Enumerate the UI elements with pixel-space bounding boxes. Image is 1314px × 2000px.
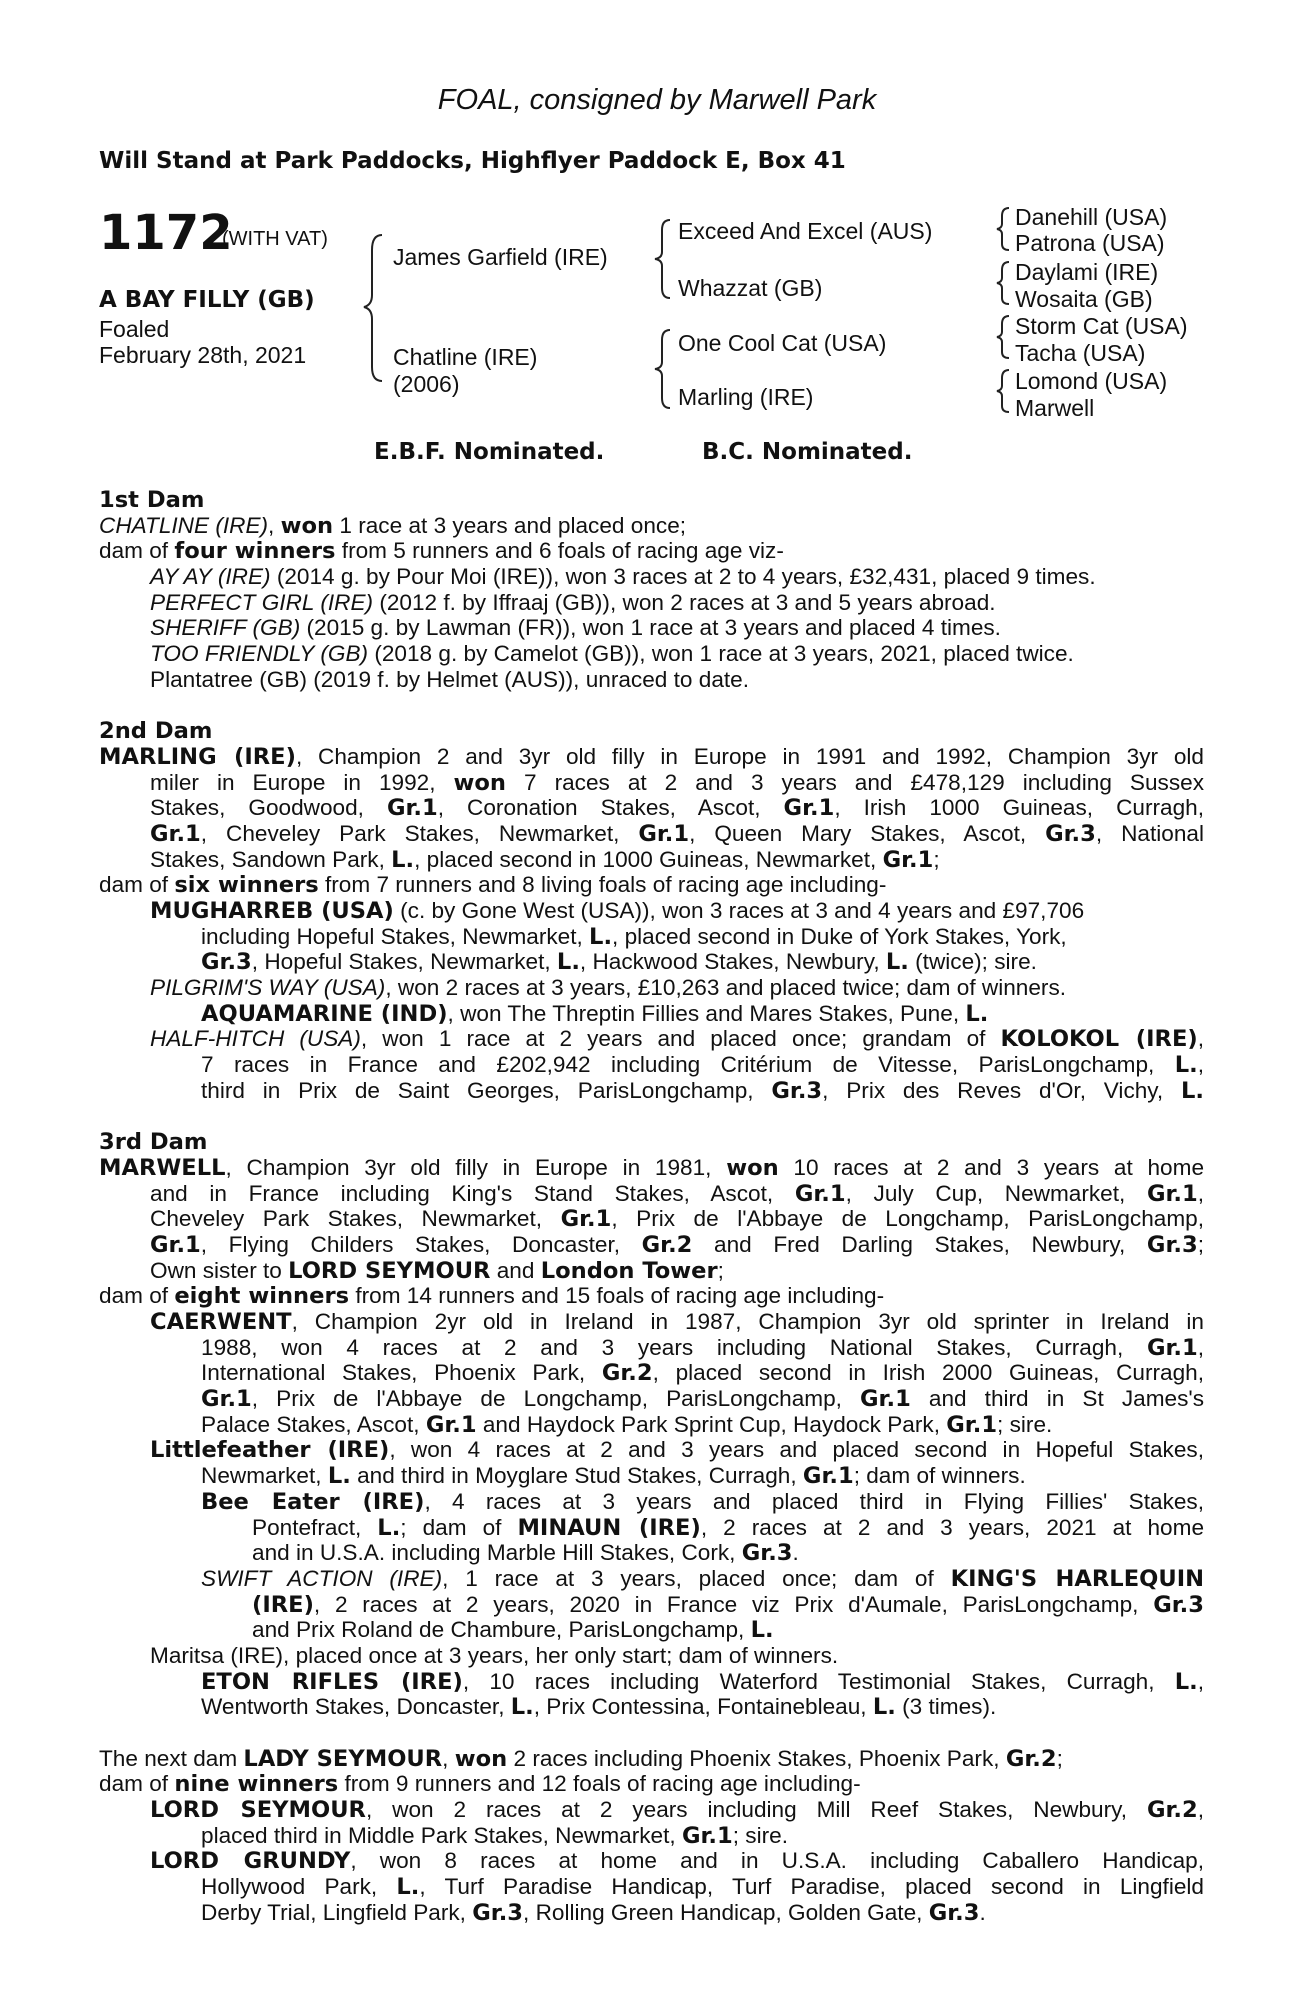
lot-number: 1172 (99, 205, 233, 261)
record-line: miler in Europe in 1992, won 7 races at 2 and 3 years and £478,129 including Sussex (150, 769, 1204, 796)
record-line: Derby Trial, Lingfield Park, Gr.3, Rolling Green Handicap, Golden Gate, Gr.3. (201, 1899, 986, 1926)
record-line: Gr.1, Prix de l'Abbaye de Longchamp, ParisLongchamp, Gr.1 and third in St James's (201, 1386, 1204, 1412)
record-line: PERFECT GIRL (IRE) (2012 f. by Iffraaj (GB)), won 2 races at 3 and 5 years abroad. (150, 589, 996, 615)
record-line: (IRE), 2 races at 2 years, 2020 in France viz Prix d'Aumale, ParisLongchamp, Gr.3 (252, 1591, 1204, 1618)
section-gap (99, 1720, 1204, 1746)
pedigree-sire-dam: Whazzat (GB) (678, 275, 823, 301)
record-line: SWIFT ACTION (IRE), 1 race at 3 years, placed once; dam of KING'S HARLEQUIN (201, 1565, 1204, 1592)
record-line: 3rd Dam (99, 1129, 208, 1156)
produce-record (99, 487, 1204, 1926)
pedigree-brace-main (360, 195, 390, 395)
record-line: Wentworth Stakes, Doncaster, L., Prix Contessina, Fontainebleau, L. (3 times). (201, 1694, 997, 1721)
record-line: Maritsa (IRE), placed once at 3 years, her only start; dam of winners. (150, 1642, 839, 1668)
record-line: 2nd Dam (99, 718, 213, 745)
record-line: PILGRIM'S WAY (USA), won 2 races at 3 years, £10,263 and placed twice; dam of winners. (150, 975, 1067, 1001)
record-line: AY AY (IRE) (2014 g. by Pour Moi (IRE)), won 3 races at 2 to 4 years, £32,431, placed 9 times. (150, 564, 1096, 590)
record-line: MUGHARREB (USA) (c. by Gone West (USA)), won 3 races at 3 and 4 years and £97,706 (150, 898, 1085, 924)
record-line: Own sister to LORD SEYMOUR and London Tower; (150, 1257, 724, 1284)
record-line: Plantatree (GB) (2019 f. by Helmet (AUS)), unraced to date. (150, 666, 749, 692)
pedigree-g4: Wosaita (GB) (1015, 286, 1153, 312)
record-line: dam of eight winners from 14 runners and 15 foals of racing age including- (99, 1283, 885, 1310)
record-line: Littlefeather (IRE), won 4 races at 2 and 3 years and placed second in Hopeful Stakes, (150, 1437, 1204, 1464)
pedigree-g1: Danehill (USA) (1015, 204, 1168, 230)
section-gap (99, 693, 1204, 719)
record-line: Pontefract, L.; dam of MINAUN (IRE), 2 races at 2 and 3 years, 2021 at home (252, 1514, 1204, 1541)
consignment-heading: FOAL, consigned by Marwell Park (437, 84, 877, 116)
record-line: 1988, won 4 races at 2 and 3 years including National Stakes, Curragh, Gr.1, (201, 1334, 1204, 1361)
pedigree-g7: Lomond (USA) (1015, 368, 1168, 394)
pedigree-g8: Marwell (1015, 395, 1095, 421)
pedigree-sire: James Garfield (IRE) (393, 244, 608, 270)
record-line: Gr.3, Hopeful Stakes, Newmarket, L., Hackwood Stakes, Newbury, L. (twice); sire. (201, 949, 1037, 976)
pedigree-dam: Chatline (IRE) (393, 344, 538, 370)
record-line: 1st Dam (99, 487, 205, 513)
record-line: dam of nine winners from 9 runners and 12 foals of racing age including- (99, 1771, 861, 1798)
record-line: International Stakes, Phoenix Park, Gr.2, placed second in Irish 2000 Guineas, Curragh, (201, 1360, 1204, 1387)
pedigree-g2: Patrona (USA) (1015, 230, 1165, 256)
pedigree-g6: Tacha (USA) (1015, 340, 1146, 366)
record-line: TOO FRIENDLY (GB) (2018 g. by Camelot (GB)), won 1 race at 3 years, 2021, placed twice. (150, 641, 1074, 667)
record-line: Cheveley Park Stakes, Newmarket, Gr.1, Prix de l'Abbaye de Longchamp, ParisLongchamp, (150, 1206, 1204, 1232)
record-line: Bee Eater (IRE), 4 races at 3 years and placed third in Flying Fillies' Stakes, (201, 1488, 1204, 1515)
record-line: dam of four winners from 5 runners and 6 foals of racing age viz- (99, 538, 784, 565)
pedigree-dam-sire: One Cool Cat (USA) (678, 330, 887, 356)
record-line: Hollywood Park, L., Turf Paradise Handicap, Turf Paradise, placed second in Lingfield (201, 1874, 1204, 1900)
record-line: and in U.S.A. including Marble Hill Stakes, Cork, Gr.3. (252, 1540, 799, 1567)
pedigree-g3: Daylami (IRE) (1015, 259, 1159, 285)
ebf-nomination: E.B.F. Nominated. (374, 439, 605, 465)
record-line: SHERIFF (GB) (2015 g. by Lawman (FR)), won 1 race at 3 years and placed 4 times. (150, 615, 1001, 641)
vat-label: (WITH VAT) (222, 228, 328, 250)
record-line: dam of six winners from 7 runners and 8 living foals of racing age including- (99, 872, 887, 899)
record-line: ETON RIFLES (IRE), 10 races including Waterford Testimonial Stakes, Curragh, L., (201, 1668, 1204, 1695)
record-line: HALF-HITCH (USA), won 1 race at 2 years and placed once; grandam of KOLOKOL (IRE), (150, 1026, 1204, 1053)
record-line: CHATLINE (IRE), won 1 race at 3 years and placed once; (99, 512, 687, 539)
record-line: Newmarket, L. and third in Moyglare Stud Stakes, Curragh, Gr.1; dam of winners. (201, 1463, 1026, 1490)
pedigree-sire-sire: Exceed And Excel (AUS) (678, 218, 933, 244)
pedigree-brace-sire (652, 216, 674, 302)
foaled-label: Foaled (99, 316, 170, 342)
record-line: MARWELL, Champion 3yr old filly in Europe in 1981, won 10 races at 2 and 3 years at home (99, 1154, 1204, 1181)
pedigree-dam-year: (2006) (393, 371, 460, 397)
pedigree-braces-grand (994, 204, 1012, 419)
record-line: Stakes, Sandown Park, L., placed second in 1000 Guineas, Newmarket, Gr.1; (150, 846, 940, 873)
lot-name: A BAY FILLY (GB) (99, 287, 315, 313)
record-line: LORD GRUNDY, won 8 races at home and in U.S.A. including Caballero Handicap, (150, 1848, 1204, 1875)
stable-location: Will Stand at Park Paddocks, Highflyer Paddock E, Box 41 (99, 148, 846, 174)
record-line: The next dam LADY SEYMOUR, won 2 races including Phoenix Stakes, Phoenix Park, Gr.2; (99, 1745, 1063, 1772)
record-line: placed third in Middle Park Stakes, Newmarket, Gr.1; sire. (201, 1822, 788, 1849)
pedigree-brace-dam (652, 326, 674, 412)
record-line: Stakes, Goodwood, Gr.1, Coronation Stakes, Ascot, Gr.1, Irish 1000 Guineas, Curragh, (150, 795, 1204, 821)
pedigree-dam-dam: Marling (IRE) (678, 384, 814, 410)
record-line: and in France including King's Stand Stakes, Ascot, Gr.1, July Cup, Newmarket, Gr.1, (150, 1180, 1204, 1207)
record-line: MARLING (IRE), Champion 2 and 3yr old filly in Europe in 1991 and 1992, Champion 3yr old (99, 743, 1204, 770)
foaled-date: February 28th, 2021 (99, 342, 307, 368)
record-line: Gr.1, Cheveley Park Stakes, Newmarket, Gr.1, Queen Mary Stakes, Ascot, Gr.3, National (150, 820, 1204, 847)
record-line: and Prix Roland de Chambure, ParisLongchamp, L. (252, 1617, 774, 1644)
record-line: AQUAMARINE (IND), won The Threptin Fillies and Mares Stakes, Pune, L. (201, 1000, 989, 1027)
section-gap (99, 1104, 1204, 1130)
record-line: third in Prix de Saint Georges, ParisLongchamp, Gr.3, Prix des Reves d'Or, Vichy, L. (201, 1077, 1204, 1104)
pedigree-g5: Storm Cat (USA) (1015, 313, 1188, 339)
record-line: Palace Stakes, Ascot, Gr.1 and Haydock Park Sprint Cup, Haydock Park, Gr.1; sire. (201, 1411, 1053, 1438)
record-line: CAERWENT, Champion 2yr old in Ireland in 1987, Champion 3yr old sprinter in Ireland in (150, 1309, 1204, 1335)
record-line: 7 races in France and £202,942 including Critérium de Vitesse, ParisLongchamp, L., (201, 1052, 1204, 1078)
record-line: LORD SEYMOUR, won 2 races at 2 years including Mill Reef Stakes, Newbury, Gr.2, (150, 1797, 1204, 1823)
record-line: Gr.1, Flying Childers Stakes, Doncaster, Gr.2 and Fred Darling Stakes, Newbury, Gr.3; (150, 1231, 1204, 1258)
record-line: including Hopeful Stakes, Newmarket, L., placed second in Duke of York Stakes, York, (201, 923, 1067, 950)
bc-nomination: B.C. Nominated. (702, 439, 913, 465)
